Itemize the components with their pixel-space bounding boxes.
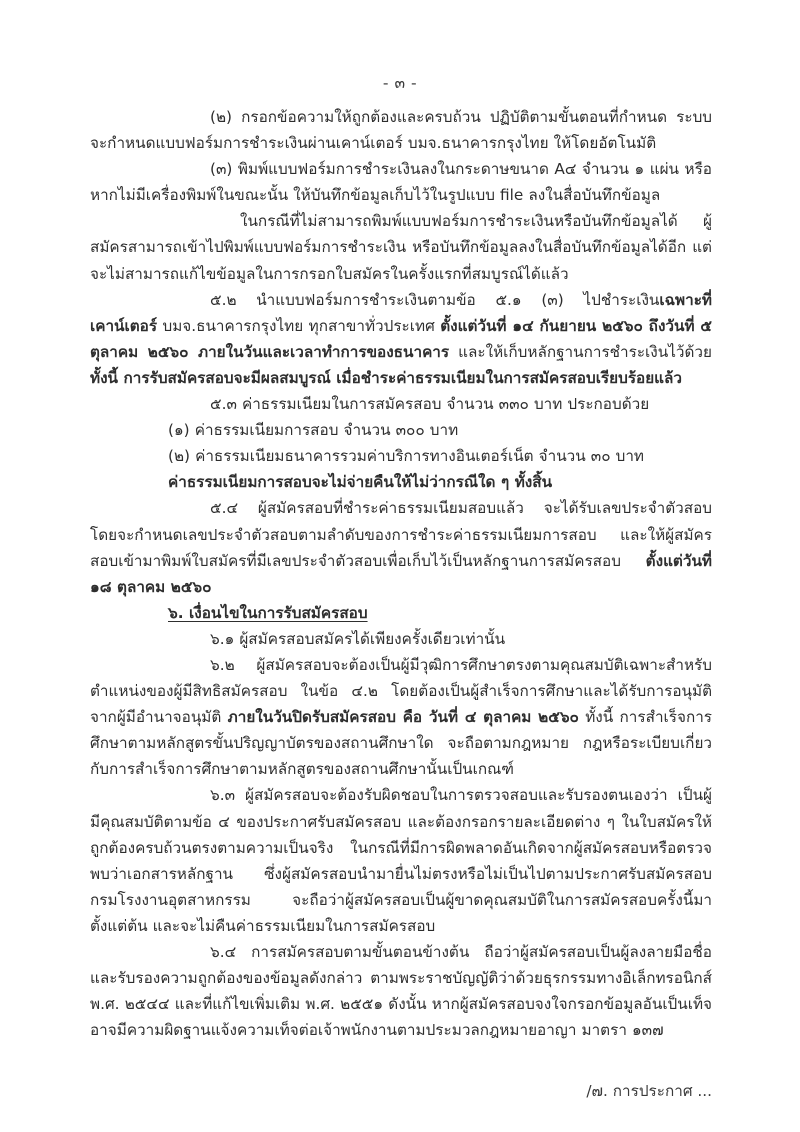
paragraph-6-2-run-2-bold: ภายในวันปิดรับสมัครสอบ คือ วันที่ ๔ ตุลาคม ๒๕๖๐	[227, 708, 579, 727]
paragraph-6-2	[90, 652, 712, 782]
paragraph-6-2-run-3: ทั้งนี้ การสำเร็จการศึกษาตามหลักสูตรขั้นปริญญาบัตรของสถานศึกษาใด จะถือตามกฎหมาย กฎหรือระเบียบเกี่ยวกับการสำเร็จการศึกษาตามหลักสูตรของสถานศึกษานั้นเป็นเกณฑ์	[90, 708, 713, 779]
document-body	[90, 104, 712, 1043]
paragraph-5-2-run-3: บมจ.ธนาคารกรุงไทย ทุกสาขาทั่วประเทศ	[157, 316, 441, 335]
paragraph-5-1-3: (๓) พิมพ์แบบฟอร์มการชำระเงินลงในกระดาษขนาด A๔ จำนวน ๑ แผ่น หรือหากไม่มีเครื่องพิมพ์ในขณะนั้น ให้บันทึกข้อมูลเก็บไว้ในรูปแบบ file ลงในสื่อบันทึกข้อมูล	[90, 160, 712, 205]
paragraph-5-2-run-2-bold: เฉพาะที่เคาน์เตอร์	[90, 290, 712, 335]
section-heading-6-label: ๖. เงื่อนไขในการรับสมัครสอบ	[168, 603, 368, 622]
paragraph-6-2-run-1: ๖.๒ ผู้สมัครสอบจะต้องเป็นผู้มีวุฒิการศึกษาตรงตามคุณสมบัติเฉพาะสำหรับตำแหน่งของผู้มีสิทธิสมัครสอบ ในข้อ ๔.๒ โดยต้องเป็นผู้สำเร็จการศึกษาและได้รับการอนุมัติจากผู้มีอำนาจอนุมัติ	[90, 655, 712, 727]
paragraph-5-2-run-4-bold: ตั้งแต่วันที่ ๑๔ กันยายน ๒๕๖๐ ถึงวันที่ ๕ ตุลาคม ๒๕๖๐ ภายในวันและเวลาทำการของธนาคาร	[90, 316, 712, 361]
paragraph-5-2-run-1: ๕.๒ นำแบบฟอร์มการชำระเงินตามข้อ ๕.๑ (๓) ไปชำระเงิน	[210, 290, 660, 309]
page-number: - ๓ -	[382, 74, 418, 92]
paragraph-5-1-note: ในกรณีที่ไม่สามารถพิมพ์แบบฟอร์มการชำระเงินหรือบันทึกข้อมูลได้ ผู้สมัครสามารถเข้าไปพิมพ์แบบฟอร์มการชำระเงิน หรือบันทึกข้อมูลลงในสื่อบันทึกข้อมูลได้อีก แต่จะไม่สามารถแก้ไขข้อมูลในการกรอกใบสมัครในครั้งแรกที่สมบูรณ์ได้แล้ว	[90, 212, 712, 283]
paragraph-5-3-lead: ๕.๓ ค่าธรรมเนียมในการสมัครสอบ จำนวน ๓๓๐ บาท ประกอบด้วย	[210, 395, 650, 414]
paragraph-5-4-run-1: ๕.๔ ผู้สมัครสอบที่ชำระค่าธรรมเนียมสอบแล้ว จะได้รับเลขประจำตัวสอบ โดยจะกำหนดเลขประจำตัวสอบตามลำดับของการชำระค่าธรรมเนียมการสอบ และให้ผู้สมัครสอบเข้ามาพิมพ์ใบสมัครที่มีเลขประจำตัวสอบเพื่อเก็บไว้เป็นหลักฐานการสมัครสอบ	[90, 499, 712, 570]
paragraph-6-4: ๖.๔ การสมัครสอบตามขั้นตอนข้างต้น ถือว่าผู้สมัครสอบเป็นผู้ลงลายมือชื่อและรับรองความถูกต้องของข้อมูลดังกล่าว ตามพระราชบัญญัติว่าด้วยธุรกรรมทางอิเล็กทรอนิกส์ พ.ศ. ๒๕๔๔ และที่แก้ไขเพิ่มเติม พ.ศ. ๒๕๕๑ ดังนั้น หากผู้สมัครสอบจงใจกรอกข้อมูลอันเป็นเท็จ อาจมีความผิดฐานแจ้งความเท็จต่อเจ้าพนักงานตามประมวลกฎหมายอาญา มาตรา ๑๓๗	[90, 943, 712, 1040]
paragraph-6-1: ๖.๑ ผู้สมัครสอบสมัครได้เพียงครั้งเดียวเท่านั้น	[210, 629, 506, 648]
paragraph-5-2	[90, 287, 712, 391]
footer-continuation-note: /๗. การประกาศ ...	[586, 1082, 712, 1100]
paragraph-5-4	[90, 495, 712, 599]
paragraph-5-4-run-2-bold: ตั้งแต่วันที่ ๑๘ ตุลาคม ๒๕๖๐	[90, 551, 712, 596]
paragraph-6-3: ๖.๓ ผู้สมัครสอบจะต้องรับผิดชอบในการตรวจสอบและรับรองตนเองว่า เป็นผู้มีคุณสมบัติตามข้อ ๔ ของประกาศรับสมัครสอบ และต้องกรอกรายละเอียดต่าง ๆ ในใบสมัครให้ถูกต้องครบถ้วนตรงตามความเป็นจริง ในกรณีที่มีการผิดพลาดอันเกิดจากผู้สมัครสอบหรือตรวจพบว่าเอกสารหลักฐาน ซึ่งผู้สมัครสอบนำมายื่นไม่ตรงหรือไม่เป็นไปตามประกาศรับสมัครสอบ กรมโรงงานอุตสาหกรรม จะถือว่าผู้สมัครสอบเป็นผู้ขาดคุณสมบัติในการสมัครสอบครั้งนี้มาตั้งแต่ต้น และจะไม่คืนค่าธรรมเนียมในการสมัครสอบ	[90, 786, 712, 935]
paragraph-5-3-sub-1: (๑) ค่าธรรมเนียมการสอบ จำนวน ๓๐๐ บาท	[168, 421, 459, 440]
section-heading-6	[168, 600, 712, 626]
paragraph-5-3-sub-2: (๒) ค่าธรรมเนียมธนาคารรวมค่าบริการทางอินเตอร์เน็ต จำนวน ๓๐ บาท	[168, 447, 645, 466]
paragraph-5-2-run-5: และให้เก็บหลักฐานการชำระเงินไว้ด้วย	[449, 342, 712, 361]
paragraph-5-3-sub-note: ค่าธรรมเนียมการสอบจะไม่จ่ายคืนให้ไม่ว่ากรณีใด ๆ ทั้งสิ้น	[168, 473, 553, 492]
paragraph-5-2-run-6-bold: ทั้งนี้ การรับสมัครสอบจะมีผลสมบูรณ์ เมื่อชำระค่าธรรมเนียมในการสมัครสอบเรียบร้อยแล้ว	[90, 368, 683, 387]
paragraph-5-1-2: (๒) กรอกข้อความให้ถูกต้องและครบถ้วน ปฏิบัติตามขั้นตอนที่กำหนด ระบบจะกำหนดแบบฟอร์มการชำระเงินผ่านเคาน์เตอร์ บมจ.ธนาคารกรุงไทย ให้โดยอัตโนมัติ	[90, 108, 712, 153]
